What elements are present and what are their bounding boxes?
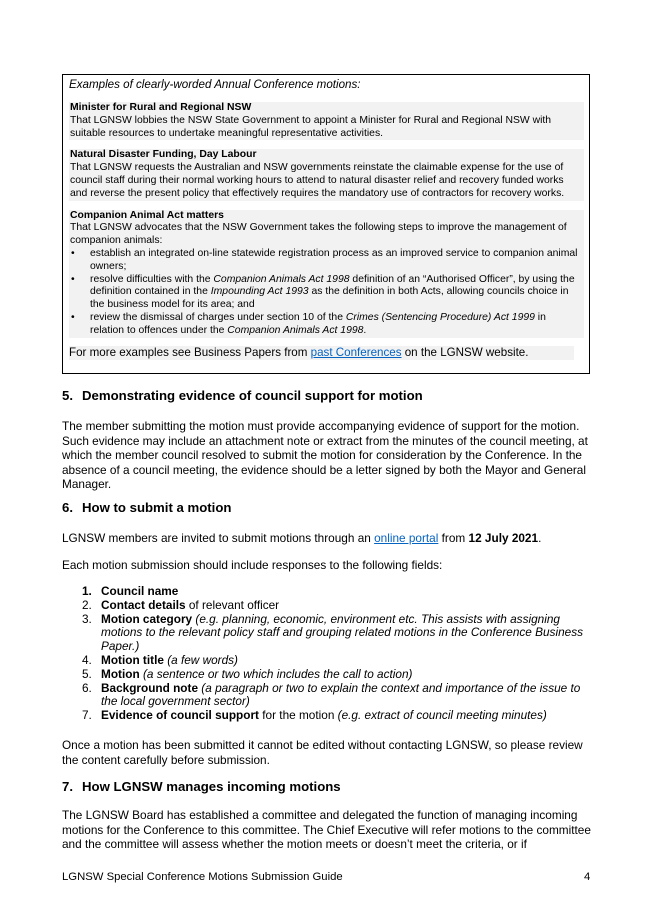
- list-item: • review the dismissal of charges under section 10 of the Crimes (Sentencing Procedure) Act 1999 in relation to offences under the Companion Animals Act 1998.: [71, 311, 546, 336]
- fields-intro: Each motion submission should include responses to the following fields:: [62, 558, 443, 572]
- example-item: [69, 102, 584, 140]
- list-item: • resolve difficulties with the Companion Animals Act 1998 definition of an “Authorised Officer”, by using the definition contained in the Impounding Act 1993 as the definition in both Acts, allowing councils choice in the business model for its area; and: [71, 273, 575, 311]
- example-heading: Minister for Rural and Regional NSW: [70, 102, 252, 113]
- example-item: [69, 149, 584, 200]
- list-item: • establish an integrated on-line statewide registration process as an improved service to companion animal owners;: [71, 247, 578, 272]
- examples-intro: Examples of clearly-worded Annual Conference motions:: [69, 78, 361, 91]
- list-item: 6. Background note (a paragraph or two to explain the context and importance of the issue to the local government sector): [82, 680, 581, 709]
- section-7-heading: 7. How LGNSW manages incoming motions: [62, 779, 341, 794]
- list-item: 3. Motion category (e.g. planning, economic, environment etc. This assists with assigning motions to the relevant policy staff and grouping related motions in the Conference Business Paper.): [82, 611, 583, 654]
- example-heading: Natural Disaster Funding, Day Labour: [70, 149, 257, 161]
- section-5-body: The member submitting the motion must provide accompanying evidence of support for the motion. Such evidence may include an attachment note or extract from the minutes of the council meeting, at which the member council resolved to submit the motion for consideration by the Conference. In the absence of a council meeting, the evidence should be a letter signed by both the Mayor and General Manager.: [62, 419, 588, 492]
- section-5-heading: 5. Demonstrating evidence of council support for motion: [62, 388, 423, 403]
- example-text: That LGNSW advocates that the NSW Government takes the following steps to improve the management of companion animals:: [70, 222, 567, 247]
- submission-note: Once a motion has been submitted it cannot be edited without contacting LGNSW, so please review the content carefully before submission.: [62, 738, 583, 767]
- online-portal-link[interactable]: online portal: [374, 531, 439, 545]
- example-item: [69, 210, 584, 338]
- list-item: 5. Motion (a sentence or two which includes the call to action): [82, 666, 413, 681]
- more-examples-note: For more examples see Business Papers from past Conferences on the LGNSW website.: [69, 346, 574, 360]
- section-7-body: The LGNSW Board has established a committee and delegated the function of managing incoming motions for the Conference to this committee. The Chief Executive will refer motions to the committee and the committee will assess whether the motion meets or doesn’t meet the criteria, or if: [62, 808, 591, 852]
- example-text: That LGNSW requests the Australian and NSW governments reinstate the claimable expense for the use of council staff during their normal working hours to attend to natural disaster relief and recovery funded works and reverse the present policy that effectively requires the mandatory use of contractors for recovery works.: [70, 162, 565, 199]
- motion-fields-list: [62, 585, 594, 723]
- list-item: 1. Council name: [82, 584, 179, 598]
- past-conferences-link[interactable]: past Conferences: [310, 345, 402, 359]
- section-6-intro: LGNSW members are invited to submit motions through an online portal from 12 July 2021.: [62, 531, 542, 545]
- companion-animal-steps: [70, 248, 582, 338]
- bullet-icon: •: [71, 273, 75, 285]
- list-item: 4. Motion title (a few words): [82, 652, 238, 667]
- list-item: 7. Evidence of council support for the motion (e.g. extract of council meeting minutes): [82, 708, 547, 723]
- example-heading: Companion Animal Act matters: [70, 209, 224, 221]
- bullet-icon: •: [71, 247, 75, 259]
- bullet-icon: •: [71, 311, 75, 323]
- examples-box: [62, 74, 590, 374]
- footer-title: LGNSW Special Conference Motions Submission Guide: [62, 871, 343, 883]
- example-text: That LGNSW lobbies the NSW State Government to appoint a Minister for Rural and Regional NSW with suitable resources to undertake meaningful representative activities.: [70, 114, 552, 139]
- section-6-heading: 6. How to submit a motion: [62, 500, 232, 515]
- list-item: 2. Contact details of relevant officer: [82, 597, 280, 612]
- page-number: 4: [584, 871, 591, 883]
